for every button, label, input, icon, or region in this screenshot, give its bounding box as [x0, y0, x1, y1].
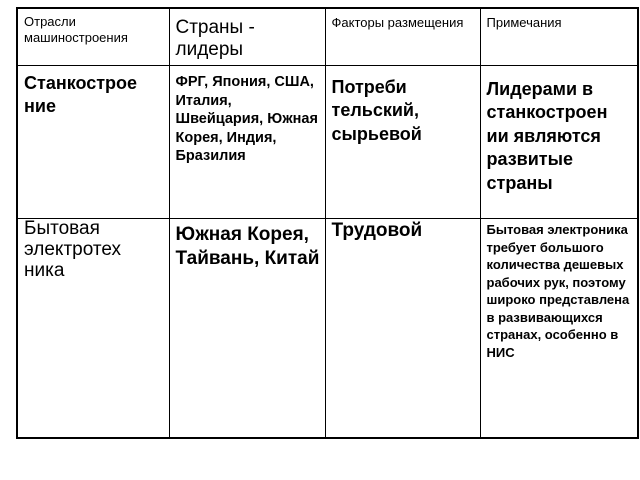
- table-row: [17, 66, 638, 219]
- table-container: [16, 7, 637, 439]
- header-cell-location-factors: Факторы размещения: [325, 8, 480, 66]
- cell-factors-home-electronics: Трудовой: [325, 219, 480, 439]
- header-cell-leader-countries: Страны - лидеры: [169, 8, 325, 66]
- industry-table: [16, 7, 639, 439]
- cell-industry-home-electronics: Бытовая электротех ника: [17, 219, 169, 439]
- header-cell-industries: Отрасли машиностроения: [17, 8, 169, 66]
- cell-factors-machine-tools: Потреби тельский, сырьевой: [325, 66, 480, 219]
- cell-industry-machine-tools: Станкострое ние: [17, 66, 169, 219]
- cell-countries-machine-tools: ФРГ, Япония, США, Италия, Швейцария, Южная Корея, Индия, Бразилия: [169, 66, 325, 219]
- header-cell-notes: Примечания: [480, 8, 638, 66]
- cell-notes-machine-tools: Лидерами в станкостроен ии являются развитые страны: [480, 66, 638, 219]
- cell-notes-home-electronics: Бытовая электроника требует большого количества дешевых рабочих рук, поэтому широко представлена в развивающихся странах, особенно в НИС: [480, 219, 638, 439]
- table-row: [17, 219, 638, 439]
- cell-countries-home-electronics: Южная Корея, Тайвань, Китай: [169, 219, 325, 439]
- table-header-row: [17, 8, 638, 66]
